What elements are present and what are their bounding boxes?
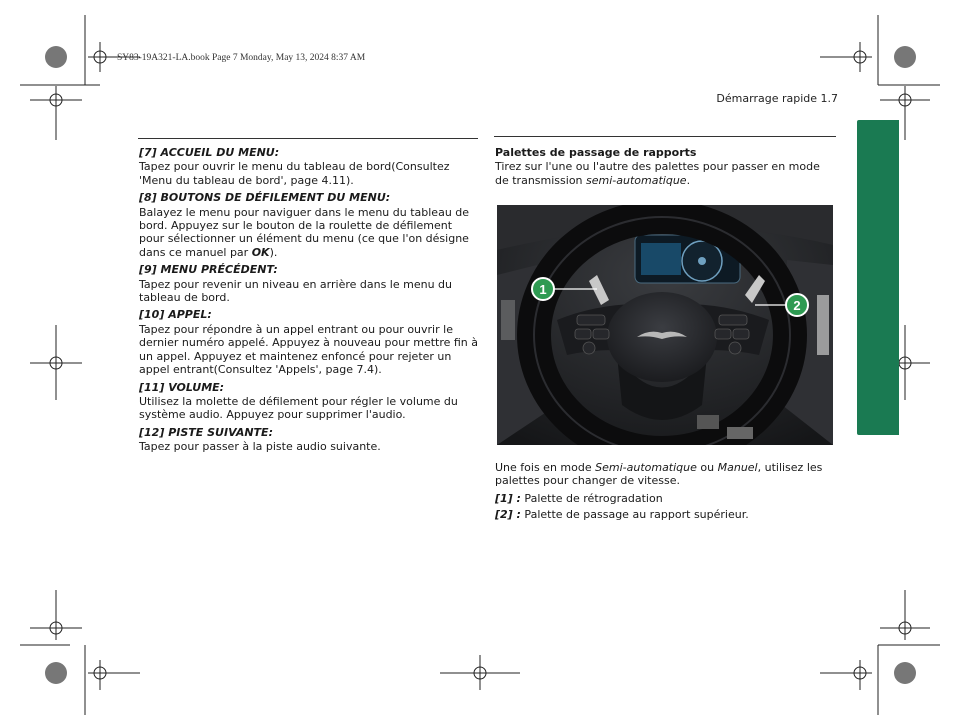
section-title-scroll-buttons: [8] BOUTONS DE DÉFILEMENT DU MENU: [139, 191, 391, 205]
section-title-volume: [11] VOLUME: [139, 380, 225, 394]
shift-paddles-intro: Tirez sur l'une ou l'autre des palettes pour passer en mode de transmission semi-automatique. [495, 160, 820, 187]
section-body-scroll-buttons: Balayez le menu pour naviguer dans le menu du tableau de bord. Appuyez sur le bouton de la roulette de défilement pour sélectionner un élément du menu (ce que l'on désigne dans ce manuel par OK). [139, 205, 470, 259]
callout-1-label: 1 [539, 282, 547, 297]
steering-wheel-illustration [497, 205, 833, 445]
left-column-rule [138, 138, 478, 139]
section-body-next-track: Tapez pour passer à la piste audio suivante. [139, 440, 381, 454]
section-title-menu-home: [7] ACCUEIL DU MENU: [139, 146, 280, 159]
left-column [139, 146, 479, 458]
paddle-legend [495, 492, 835, 522]
page-reference: Démarrage rapide 1.7 [716, 92, 838, 105]
legend-item-downshift: [1] : Palette de rétrogradation [495, 491, 663, 505]
print-file-info: SY83-19A321-LA.book Page 7 Monday, May 13, 2024 8:37 AM [117, 53, 366, 63]
section-body-previous-menu: Tapez pour revenir un niveau en arrière dans le menu du tableau de bord. [139, 277, 453, 305]
shift-mode-instruction: Une fois en mode Semi-automatique ou Manuel, utilisez les palettes pour changer de vitesse. [495, 461, 823, 488]
chapter-tab [857, 120, 899, 435]
section-title-previous-menu: [9] MENU PRÉCÉDENT: [139, 263, 278, 277]
right-column-rule [494, 136, 836, 137]
section-title-next-track: [12] PISTE SUIVANTE: [139, 425, 273, 439]
shift-paddles-heading: Palettes de passage de rapports [495, 146, 697, 159]
section-body-volume: Utilisez la molette de défilement pour régler le volume du système audio. Appuyez pour supprimer l'audio. [139, 394, 458, 422]
right-column-intro [495, 146, 835, 191]
callout-2-label: 2 [793, 298, 801, 313]
right-column-after [495, 461, 835, 522]
section-body-call: Tapez pour répondre à un appel entrant ou pour ouvrir le dernier numéro appelé. Appuyez à nouveau pour mettre fin à un appel. Appuyez et maintenez enfoncé pour rejeter un appel entrant(Consultez 'Appels', page 7.4). [139, 322, 479, 377]
section-title-call: [10] APPEL: [139, 308, 212, 322]
legend-item-upshift: [2] : Palette de passage au rapport supérieur. [495, 508, 749, 522]
section-body-menu-home: Tapez pour ouvrir le menu du tableau de bord(Consultez 'Menu du tableau de bord', page 4.11). [139, 160, 450, 187]
steering-wheel-photo [497, 205, 833, 445]
